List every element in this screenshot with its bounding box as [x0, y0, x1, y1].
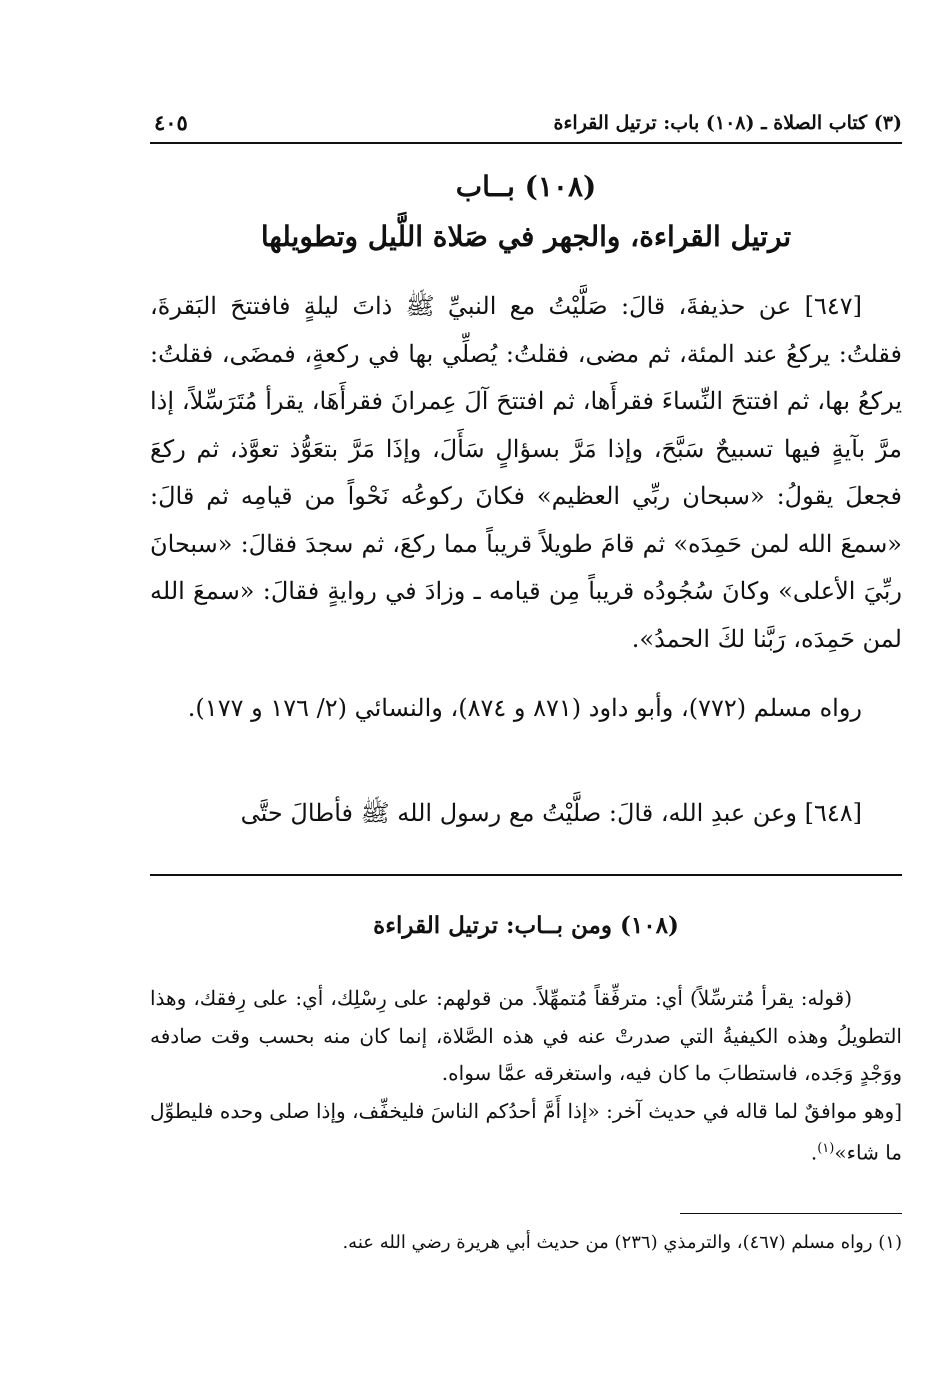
hadith-647 [150, 283, 902, 663]
commentary-body [150, 980, 902, 1172]
hadith-648-text: [٦٤٨] وعن عبدِ الله، قالَ: صلَّيْتُ مع رسول الله ﷺ فأطالَ حتَّى [240, 799, 862, 827]
commentary-paragraph-2-text: [وهو موافقٌ لما قاله في حديث آخر: «إذا أَمَّ أحدُكم الناسَ فليخفِّف، وإذا صلى وحده فليطوِّل ما شاء» [150, 1098, 902, 1165]
chapter-title: ترتيل القراءة، والجهر في صَلاة اللَّيل وتطويلها [260, 220, 792, 253]
footnote: (١) رواه مسلم (٤٦٧)، والترمذي (٢٣٦) من حديث أبي هريرة رضي الله عنه. [342, 1232, 902, 1253]
header-rule [150, 142, 902, 144]
running-head: (٣) كتاب الصلاة ـ (١٠٨) باب: ترتيل القراءة [553, 112, 902, 134]
commentary-divider [150, 874, 902, 876]
page-number: ٤٠٥ [154, 110, 188, 135]
footnote-rule [680, 1213, 902, 1214]
commentary-paragraph-1: (قوله: يقرأ مُترسِّلاً) أي: مترفِّقاً مُتمهِّلاً. من قولهم: على رِسْلِك، أي: على رِفقك، وهذا التطويلُ وهذه الكيفيةُ التي صدرتْ عنه في هذه الصَّلاة، إنما كان منه بحسب وقت صادفه ووَجْدٍ وَجَده، فاستطابَ ما كان فيه، واستغرقه عمَّا سواه. [150, 986, 902, 1085]
commentary-paragraph-2 [150, 1093, 902, 1173]
page-header [150, 108, 902, 142]
hadith-647-source-text: رواه مسلم (٧٧٢)، وأبو داود (٨٧١ و ٨٧٤)، والنسائي (٢/ ١٧٦ و ١٧٧). [187, 694, 862, 722]
hadith-647-source [150, 685, 902, 732]
footnote-reference[interactable]: (١) [817, 1141, 835, 1156]
hadith-648 [150, 790, 902, 837]
hadith-647-text: [٦٤٧] عن حذيفةَ، قالَ: صَلَّيْتُ مع النبيِّ ﷺ ذاتَ ليلةٍ فافتتحَ البَقرةَ، فقلتُ: يركعُ عند المئة، ثم مضى، فقلتُ: يُصلِّي بها في ركعةٍ، فمضَى، فقلتُ: يركعُ بها، ثم افتتحَ النِّساءَ فقرأَها، ثم افتتحَ آلَ عِمرانَ فقرأَهَا، يقرأ مُتَرَسِّلاً، إذا مرَّ بآيةٍ فيها تسبيحٌ سَبَّحَ، وإذا مَرَّ بسؤالٍ سَأَلَ، وإذَا مَرَّ بتعَوُّذ تعوَّذ، ثم ركعَ فجعلَ يقولُ: «سبحان ربِّي العظيم» فكانَ ركوعُه نَحْواً من قيامِه ثم قالَ: «سمعَ الله لمن حَمِدَه» ثم قامَ طويلاً قريباً مما ركعَ، ثم سجدَ فقالَ: «سبحانَ ربِّيَ الأعلى» وكانَ سُجُودُه قريباً مِن قيامه ـ وزادَ في روايةٍ فقالَ: «سمعَ الله لمن حَمِدَه، رَبَّنا لكَ الحمدُ». [150, 292, 902, 653]
commentary-paragraph-2-end: . [810, 1140, 818, 1165]
commentary-title: (١٠٨) ومن بــاب: ترتيل القراءة [373, 912, 679, 939]
chapter-number: (١٠٨) بــاب [455, 170, 597, 203]
